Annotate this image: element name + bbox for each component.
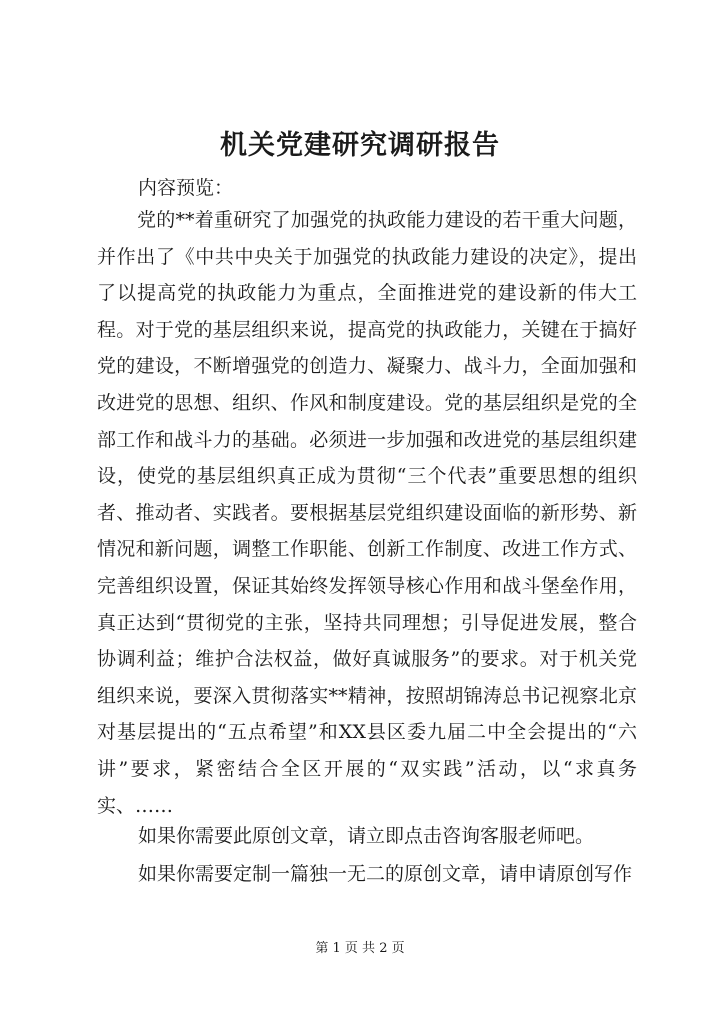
- page-number-footer: 第 1 页 共 2 页: [315, 941, 405, 956]
- body-paragraph: 党的**着重研究了加强党的执政能力建设的若干重大问题，并作出了《中共中央关于加强党的执政能力建设的决定》，提出了以提高党的执政能力为重点，全面推进党的建设新的伟大工程。对于党的基层组织来说，提高党的执政能力，关键在于搞好党的建设，不断增强党的创造力、凝聚力、战斗力，全面加强和改进党的思想、组织、作风和制度建设。党的基层组织是党的全部工作和战斗力的基础。必须进一步加强和改进党的基层组织建设，使党的基层组织真正成为贯彻“三个代表”重要思想的组织者、推动者、实践者。要根据基层党组织建设面临的新形势、新情况和新问题，调整工作职能、创新工作制度、改进工作方式、完善组织设置，保证其始终发挥领导核心作用和战斗堡垒作用，真正达到“贯彻党的主张，坚持共同理想；引导促进发展，整合协调利益；维护合法权益，做好真诚服务”的要求。对于机关党组织来说，要深入贯彻落实**精神，按照胡锦涛总书记视察北京对基层提出的“五点希望”和XX县区委九届二中全会提出的“六讲”要求，紧密结合全区开展的“双实践”活动，以“求真务实、……: [97, 209, 637, 817]
- document-title: 机关党建研究调研报告: [220, 130, 500, 161]
- contact-note-link[interactable]: 如果你需要此原创文章，请立即点击咨询客服老师吧。: [138, 825, 595, 847]
- custom-writing-note[interactable]: 如果你需要定制一篇独一无二的原创文章，请申请原创写作: [138, 863, 633, 885]
- preview-label: 内容预览：: [138, 177, 234, 199]
